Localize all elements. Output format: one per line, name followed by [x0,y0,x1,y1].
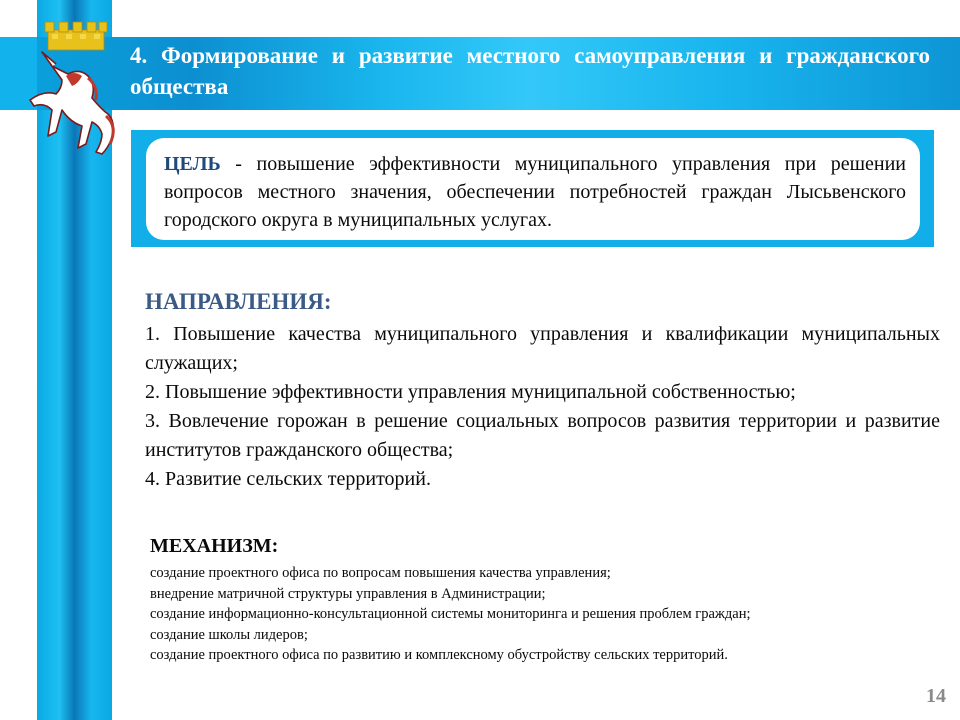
direction-item: 4. Развитие сельских территорий. [145,468,431,490]
mechanism-item: создание проектного офиса по развитию и комплексному обустройству сельских территорий. [150,647,728,663]
page-title: 4. Формирование и развитие местного самоуправления и гражданского общества [130,43,930,99]
goal-label: ЦЕЛЬ [164,153,221,175]
mechanism-item: создание проектного офиса по вопросам повышения качества управления; [150,565,611,581]
direction-item: 3. Вовлечение горожан в решение социальных вопросов развития территории и развитие институтов гражданского общества; [145,410,940,461]
mechanism-item: внедрение матричной структуры управления в Администрации; [150,585,546,602]
mechanism-heading: МЕХАНИЗМ: [150,535,279,557]
directions-section [145,287,940,494]
mechanism-item: создание школы лидеров; [150,626,308,643]
direction-item: 1. Повышение качества муниципального управления и квалификации муниципальных служащих; [145,323,940,374]
mechanism-section [150,533,940,666]
direction-item: 2. Повышение эффективности управления муниципальной собственностью; [145,381,796,403]
mechanism-item: создание информационно-консультационной системы мониторинга и решения проблем граждан; [150,606,751,622]
goal-box [146,138,920,240]
goal-text: - повышение эффективности муниципального управления при решении вопросов местного значения, обеспечении потребностей граждан Лысьвенского городского округа в муниципальных услугах. [164,153,906,231]
directions-heading: НАПРАВЛЕНИЯ: [145,289,332,314]
page-number: 14 [926,685,946,707]
coat-of-arms-unicorn-icon [22,14,126,164]
